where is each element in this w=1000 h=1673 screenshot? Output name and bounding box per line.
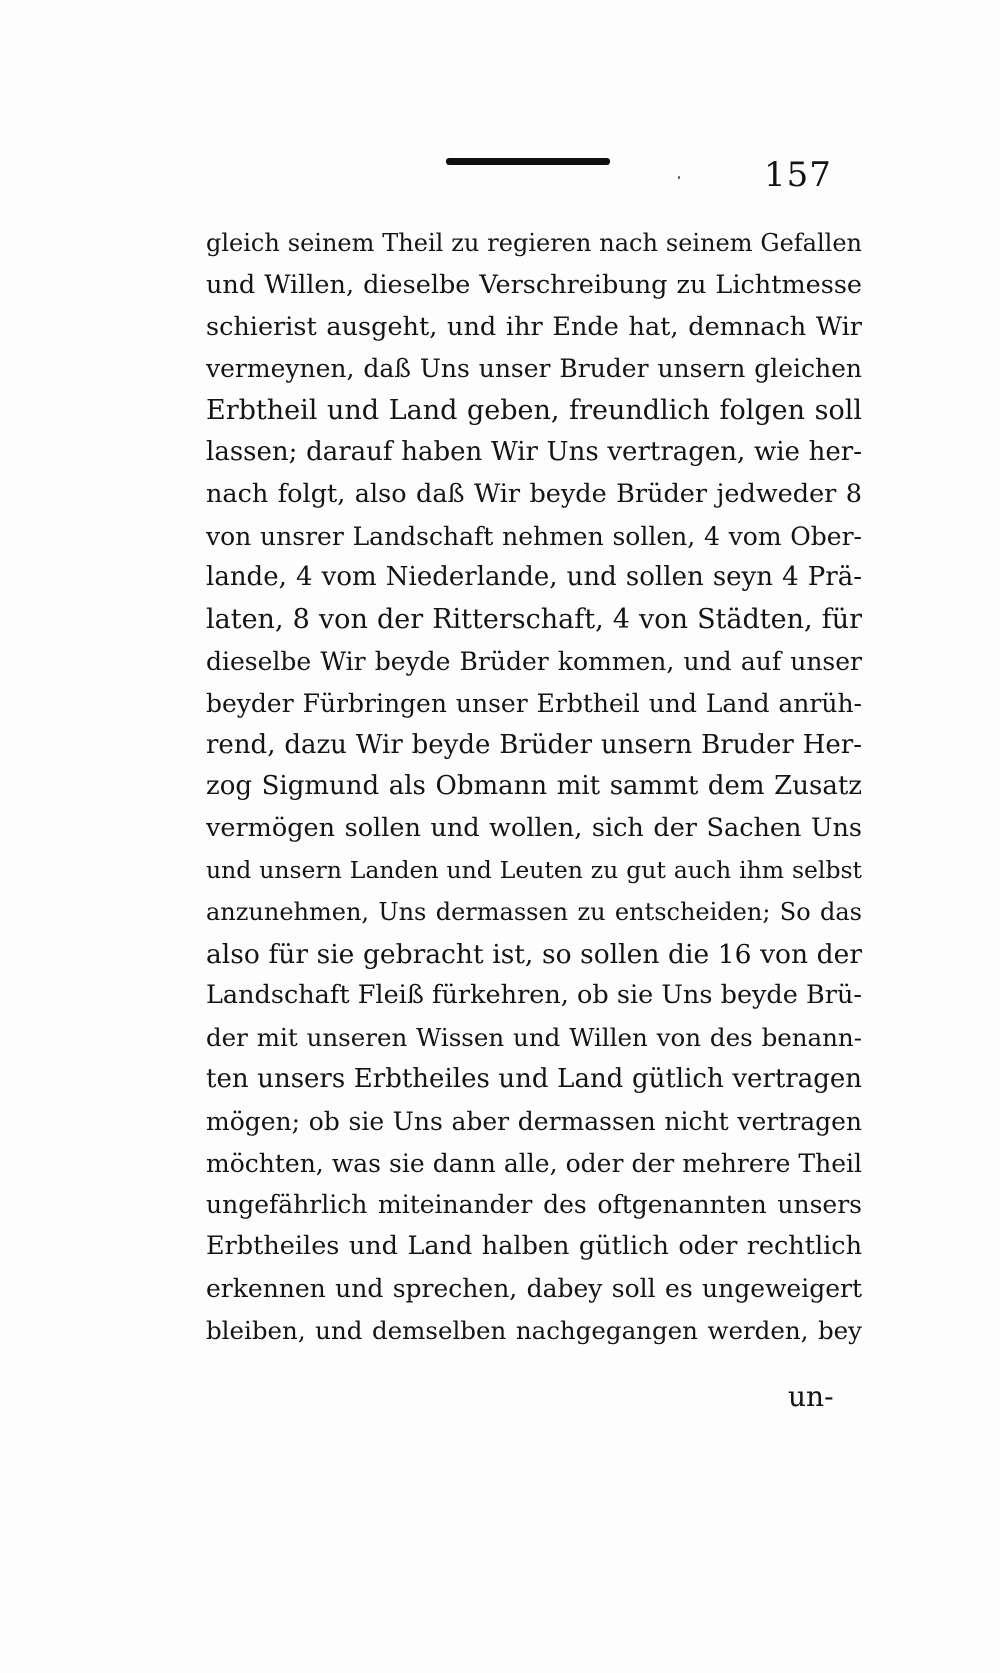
text-line: lande, 4 vom Niederlande, und sollen seyn 4 Prä- <box>206 562 862 593</box>
text-line: und Willen, dieselbe Verschreibung zu Lichtmesse <box>206 269 862 300</box>
page-number: 157 <box>764 155 832 195</box>
text-line: und unsern Landen und Leuten zu gut auch ihm selbst <box>206 855 862 884</box>
text-line: möchten, was sie dann alle, oder der mehrere Theil <box>206 1148 862 1178</box>
text-line: gleich seinem Theil zu regieren nach seinem Gefallen <box>206 229 862 257</box>
text-line: rend, dazu Wir beyde Brüder unsern Bruder Her- <box>206 729 862 760</box>
text-line: Erbtheil und Land geben, freundlich folgen soll <box>206 395 862 427</box>
text-line: dieselbe Wir beyde Brüder kommen, und auf unser <box>206 646 862 676</box>
text-line: lassen; darauf haben Wir Uns vertragen, wie her- <box>206 436 862 467</box>
header-rule <box>446 158 610 165</box>
text-line: laten, 8 von der Ritterschaft, 4 von Städten, für <box>206 604 862 636</box>
text-line: also für sie gebracht ist, so sollen die 16 von der <box>206 938 862 970</box>
text-line: Erbtheiles und Land halben gütlich oder rechtlich <box>206 1231 862 1262</box>
text-line: mögen; ob sie Uns aber dermassen nicht vertragen <box>206 1106 862 1136</box>
ink-speck <box>678 176 680 179</box>
text-line: nach folgt, also daß Wir beyde Brüder jedweder 8 <box>206 478 862 509</box>
catchword: un- <box>788 1380 834 1413</box>
text-line: zog Sigmund als Obmann mit sammt dem Zusatz <box>206 771 862 802</box>
text-line: von unsrer Landschaft nehmen sollen, 4 vom Ober- <box>206 521 862 551</box>
text-line: beyder Fürbringen unser Erbtheil und Land anrüh- <box>206 688 862 718</box>
text-line: ungefährlich miteinander des oftgenannten unsers <box>206 1190 862 1220</box>
body-text <box>206 223 862 1352</box>
text-line: schierist ausgeht, und ihr Ende hat, demnach Wir <box>206 311 862 342</box>
text-line: vermögen sollen und wollen, sich der Sachen Uns <box>206 813 862 844</box>
text-line: anzunehmen, Uns dermassen zu entscheiden; So das <box>206 897 862 926</box>
text-line: vermeynen, daß Uns unser Bruder unsern gleichen <box>206 354 862 384</box>
text-line: ten unsers Erbtheiles und Land gütlich vertragen <box>206 1063 862 1094</box>
text-line: erkennen und sprechen, dabey soll es ungeweigert <box>206 1273 862 1303</box>
text-line: bleiben, und demselben nachgegangen werden, bey <box>206 1315 862 1345</box>
text-line: Landschaft Fleiß fürkehren, ob sie Uns beyde Brü- <box>206 980 862 1011</box>
text-line: der mit unseren Wissen und Willen von des benann- <box>206 1023 862 1053</box>
